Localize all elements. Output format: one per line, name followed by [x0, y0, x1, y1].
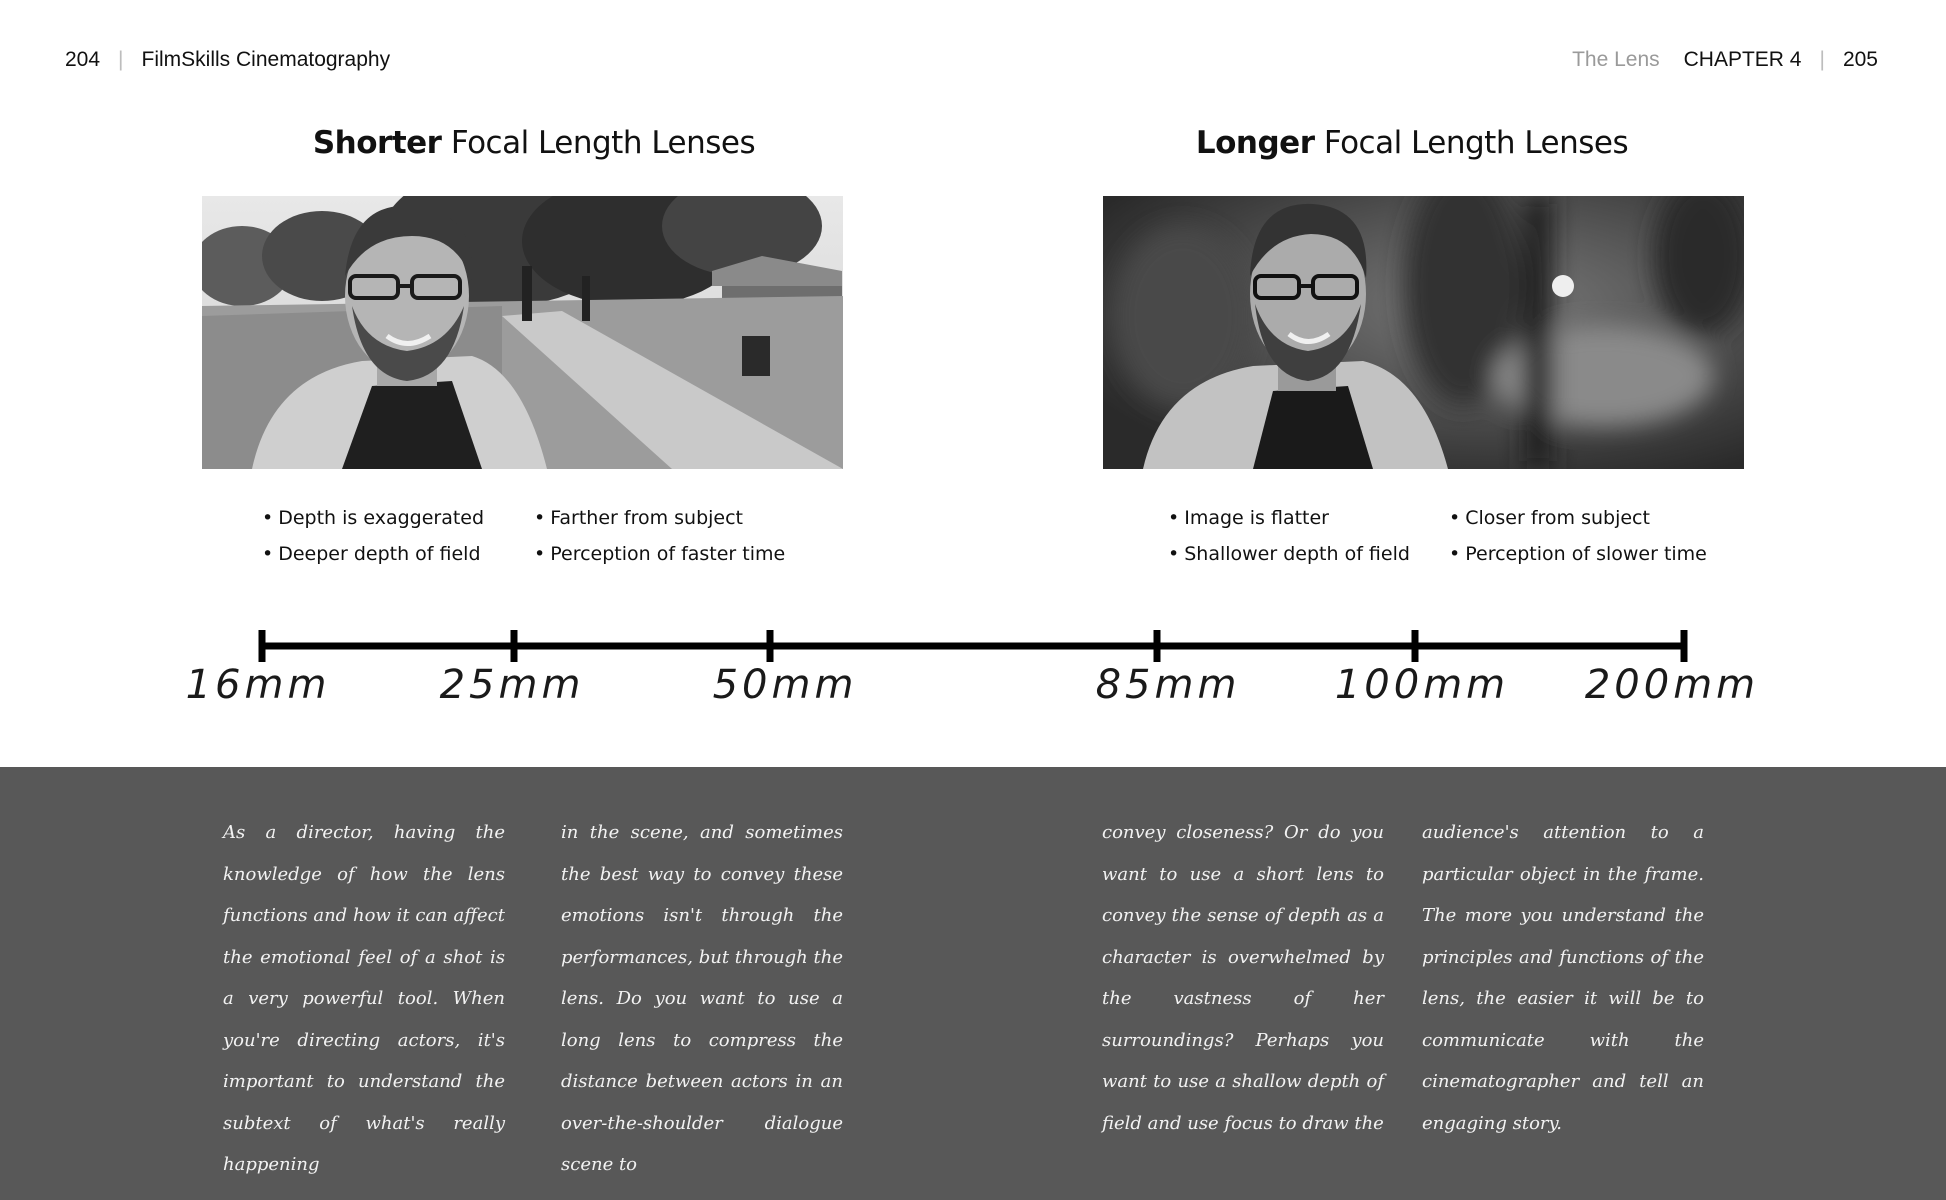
- trait-list: [1449, 500, 1707, 572]
- body-text-column-2: in the scene, and sometimes the best way to convey these emotions isn't through the performances, but through the lens. Do you want to use a long lens to compress the distance between actors in an over-the-shoulder dialogue scene to: [561, 822, 843, 1175]
- scale-label-85mm: 85mm: [1095, 662, 1241, 708]
- body-text-column-1: As a director, having the knowledge of how the lens functions and how it can affect the emotional feel of a shot is a very powerful tool. When you're directing actors, it's important to understand the subtext of what's really happening: [223, 822, 505, 1175]
- shorter-lens-traits: [262, 500, 785, 572]
- book-title: FilmSkills Cinematography: [141, 48, 391, 71]
- telephoto-portrait-photo: [1103, 196, 1744, 469]
- left-page-header: [65, 48, 390, 72]
- header-separator: |: [118, 48, 124, 71]
- title-emphasis: Shorter: [312, 125, 442, 161]
- trait-list: [262, 500, 534, 572]
- list-item: • Perception of slower time: [1449, 536, 1707, 572]
- body-text-column-3: convey closeness? Or do you want to use a short lens to convey the sense of depth as a character is overwhelmed by the vastness of her surroundings? Perhaps you want to use a shallow depth of field and use focus to draw the: [1102, 822, 1384, 1134]
- scale-label-16mm: 16mm: [185, 662, 331, 708]
- list-item: • Deeper depth of field: [262, 536, 534, 572]
- list-item: • Perception of faster time: [534, 536, 785, 572]
- title-emphasis: Longer: [1195, 125, 1315, 161]
- longer-lenses-title: [1092, 125, 1732, 161]
- body-text-column-4: audience's attention to a particular object in the frame. The more you understand the principles and functions of the lens, the easier it will be to communicate with the cinematographer and tell an engaging story.: [1422, 822, 1704, 1134]
- title-rest: Focal Length Lenses: [441, 125, 756, 161]
- list-item: • Shallower depth of field: [1168, 536, 1449, 572]
- focal-length-scale: [0, 615, 1946, 665]
- list-item: • Image is flatter: [1168, 500, 1449, 536]
- list-item: • Closer from subject: [1449, 500, 1707, 536]
- shorter-lenses-title: [214, 125, 854, 161]
- scale-label-200mm: 200mm: [1584, 662, 1760, 708]
- left-page-number: 204: [65, 48, 101, 71]
- trait-list: [1168, 500, 1449, 572]
- section-name: The Lens: [1572, 48, 1660, 71]
- trait-list: [534, 500, 785, 572]
- scale-label-50mm: 50mm: [712, 662, 858, 708]
- right-page-header: [1572, 48, 1878, 72]
- wide-angle-portrait-photo: [202, 196, 843, 469]
- title-rest: Focal Length Lenses: [1314, 125, 1629, 161]
- chapter-label: CHAPTER 4: [1683, 48, 1802, 71]
- scale-label-25mm: 25mm: [439, 662, 585, 708]
- header-separator: |: [1819, 48, 1825, 71]
- right-page-number: 205: [1842, 48, 1878, 71]
- longer-lens-traits: [1168, 500, 1707, 572]
- scale-label-100mm: 100mm: [1334, 662, 1510, 708]
- list-item: • Depth is exaggerated: [262, 500, 534, 536]
- list-item: • Farther from subject: [534, 500, 785, 536]
